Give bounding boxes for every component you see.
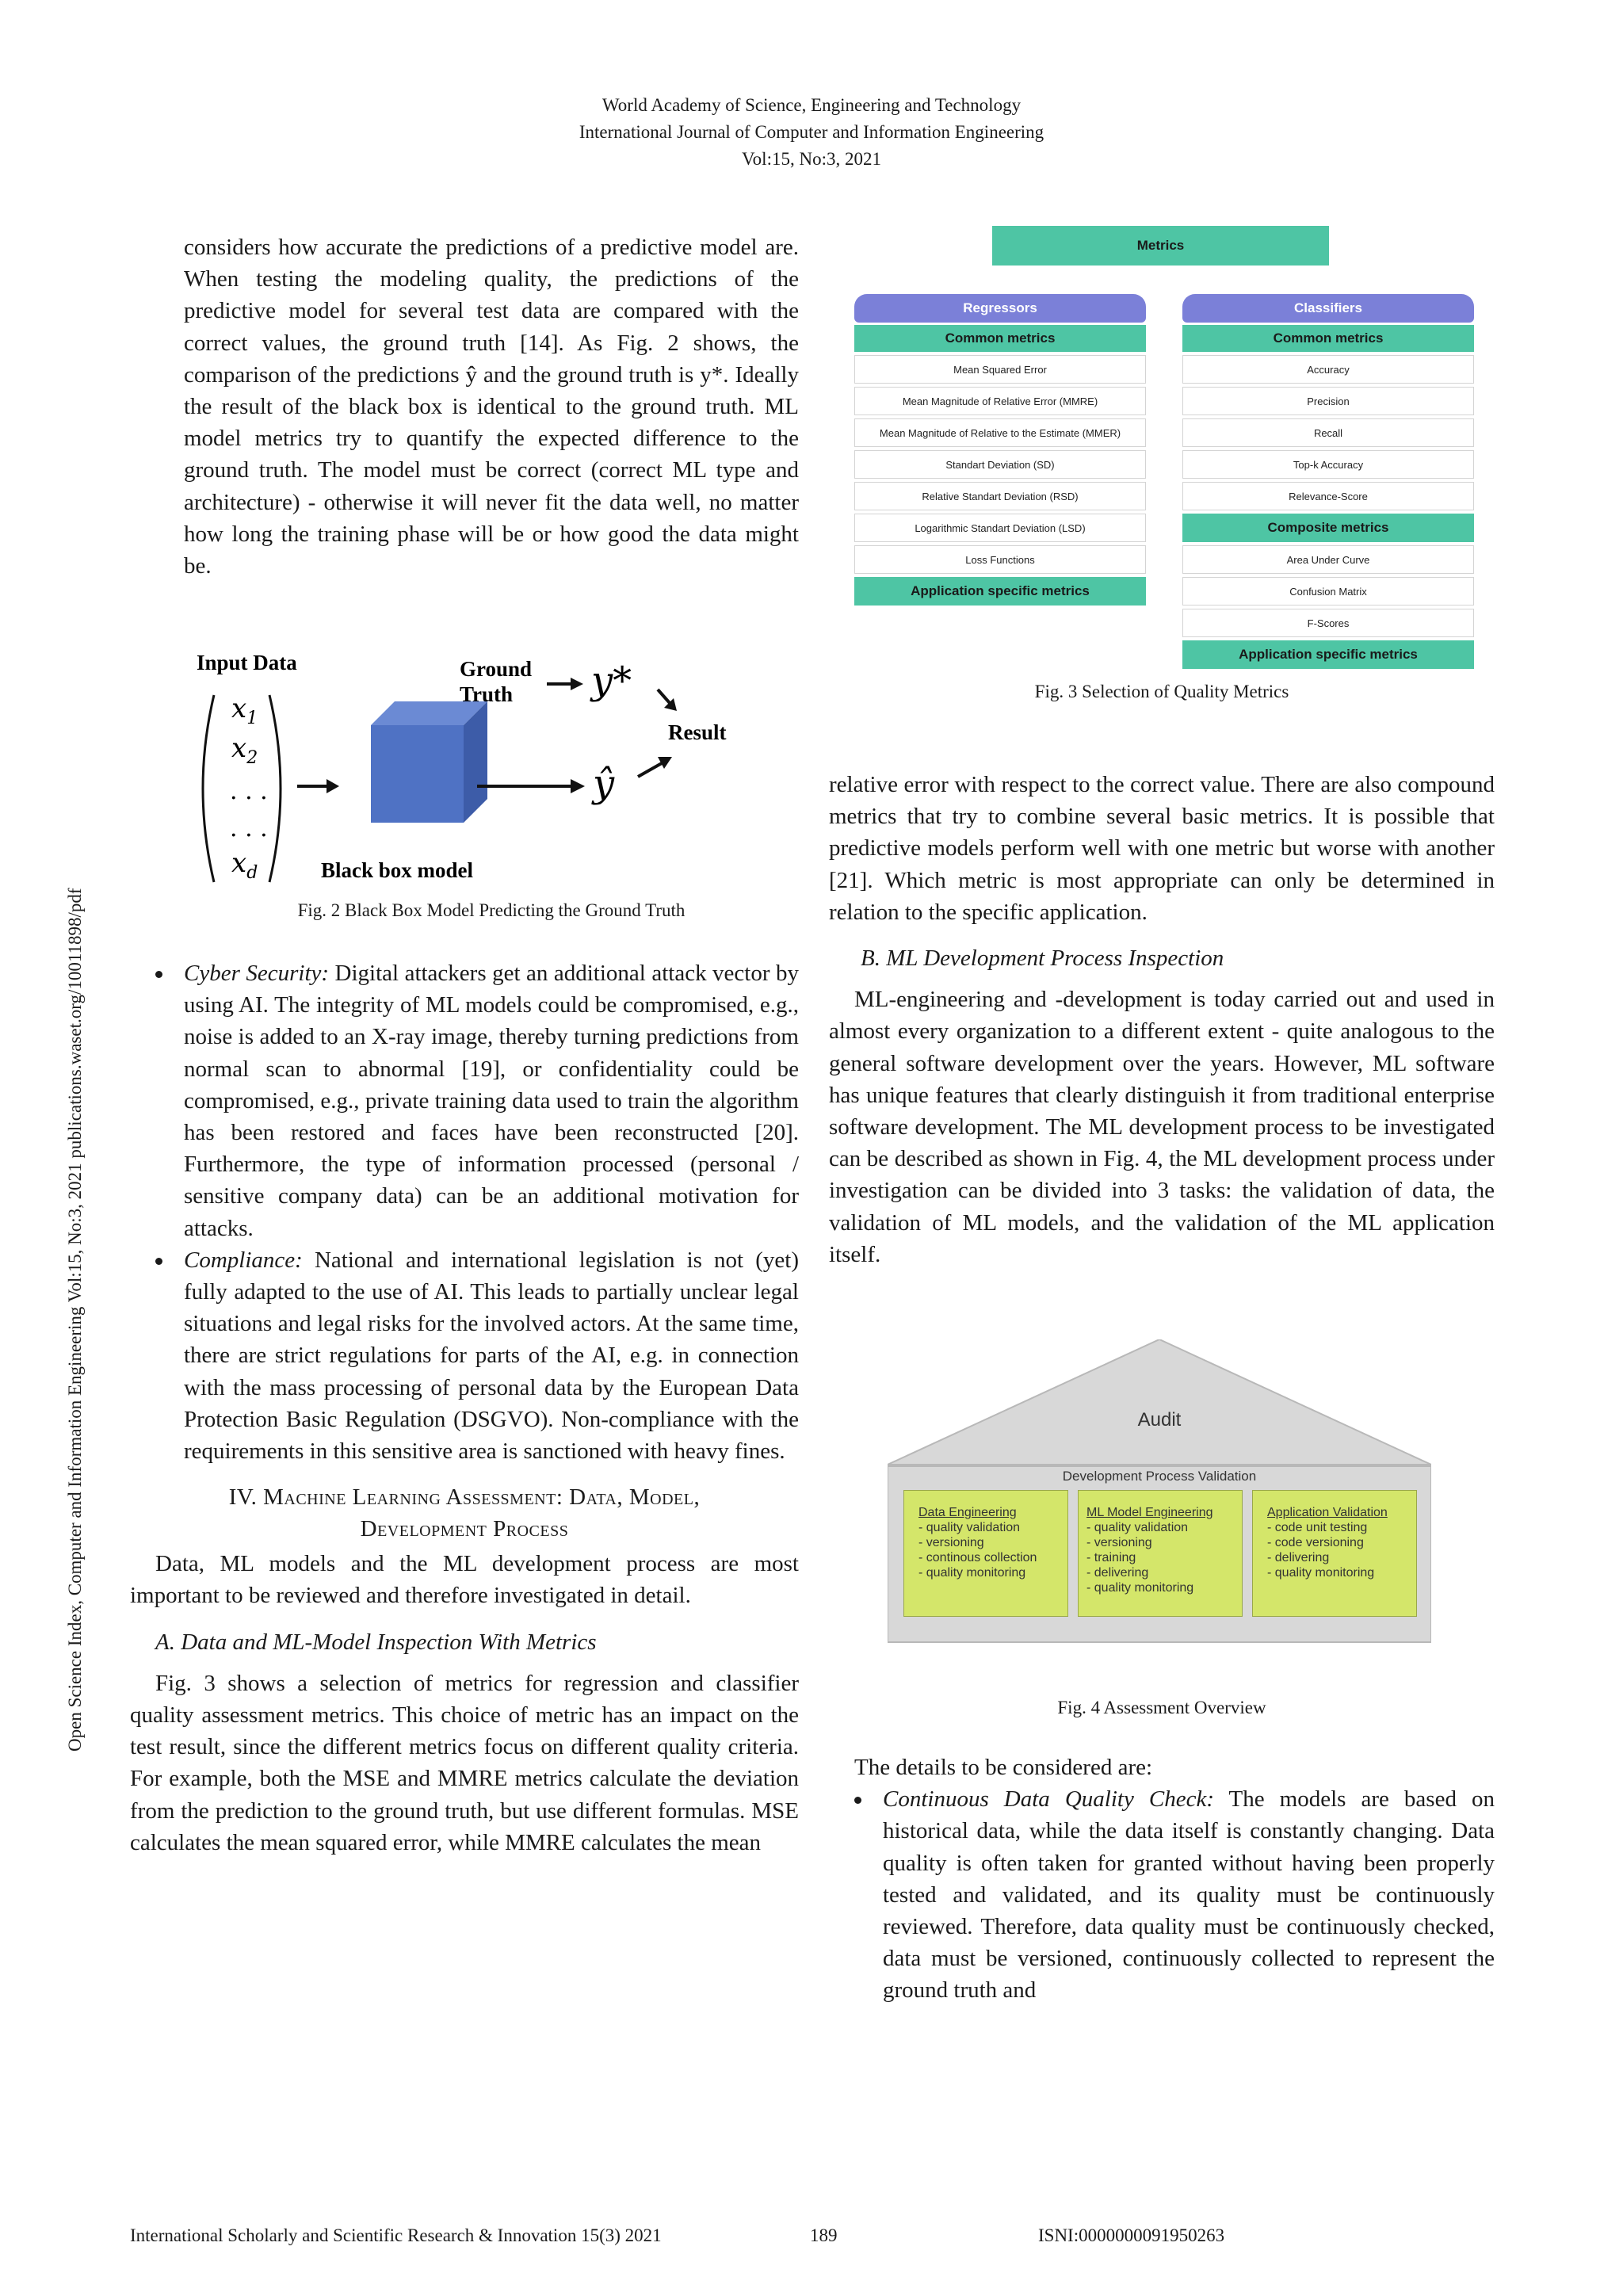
bullet-dot <box>155 971 162 978</box>
fig4-box-ml-model-engineering <box>1078 1490 1243 1617</box>
subsection-b-paragraph: ML-engineering and -development is today carried out and used in almost every organization to a different extent - quite analogous to the general software development over the years. However, ML software has unique features that clearly distinguish it from traditional enterprise software development. The ML development process to be investigated can be described as shown in Fig. 4, the ML development process under investigation can be divided into 3 tasks: the validation of data, the validation of ML models, and the validation of the ML application itself. <box>829 987 1495 1267</box>
fig4-box2-item: - quality validation <box>1086 1521 1189 1534</box>
fig3-metrics-title: Metrics <box>992 226 1329 266</box>
fig2-black-box-diagram <box>190 646 761 900</box>
journal-header <box>0 92 1623 173</box>
fig4-box2-item: - quality monitoring <box>1086 1581 1194 1595</box>
fig4-box2-item: - training <box>1086 1551 1136 1564</box>
bullet-dot <box>155 1258 162 1265</box>
section-iv-paragraph: Data, ML models and the ML development process are most important to be reviewed and therefore investigated in detail. <box>130 1551 799 1609</box>
fig2-blackbox-label: Black box model <box>321 858 474 882</box>
right-column-upper <box>829 769 1495 1270</box>
fig4-box-application-validation <box>1252 1490 1417 1617</box>
fig3-cls-item: Relevance-Score <box>1182 482 1474 510</box>
fig3-cls-comp-item: Confusion Matrix <box>1182 577 1474 606</box>
fig4-box1-item: - continous collection <box>918 1551 1037 1564</box>
fig2-arrowhead-input <box>327 779 339 793</box>
fig4-box1-item: - versioning <box>918 1536 984 1549</box>
fig3-cls-composite: Composite metrics <box>1182 514 1474 542</box>
footer-isni: ISNI:0000000091950263 <box>1038 2225 1225 2245</box>
bullet-dot <box>854 1797 861 1804</box>
fig3-reg-item: Mean Squared Error <box>854 355 1146 384</box>
bullet-continuous-data-quality <box>829 1783 1495 2006</box>
fig2-ground-truth-line1: Ground <box>460 657 533 681</box>
fig4-box1-item: - quality validation <box>918 1521 1021 1534</box>
fig4-box1-title: Data Engineering <box>918 1506 1017 1519</box>
fig3-metrics-diagram <box>848 226 1474 678</box>
fig3-reg-item: Loss Functions <box>854 545 1146 574</box>
section-iv-line1: IV. Machine Learning Assessment: Data, Model, <box>228 1484 701 1511</box>
fig3-reg-item: Mean Magnitude of Relative Error (MMRE) <box>854 387 1146 415</box>
subsection-a-heading: A. Data and ML-Model Inspection With Metrics <box>155 1629 597 1655</box>
fig4-box-data-engineering <box>903 1490 1068 1617</box>
fig3-caption: Fig. 3 Selection of Quality Metrics <box>1034 682 1289 701</box>
footer-publisher: International Scholarly and Scientific Research & Innovation 15(3) 2021 <box>130 2225 662 2245</box>
right-column-lower <box>829 1752 1495 2007</box>
section-iv-heading <box>130 1481 799 1545</box>
fig4-box3-item: - delivering <box>1267 1551 1330 1564</box>
bullet-text-cyber: Digital attackers get an additional attack vector by using AI. The integrity of ML models could be compromised, e.g., noise is added to an X-ray image, thereby turning predictions from normal scan to abnormal [19], or confidentiality could be compromised, e.g., private training data used to train the algorithm has been restored and faces have been reconstructed [20]. Furthermore, the type of information processed (personal / sensitive company data) can be an additional motivation for attacks. <box>184 961 800 1241</box>
fig2-left-paren <box>203 695 214 882</box>
fig2-x2: $x_2$ <box>231 732 258 768</box>
fig3-reg-item: Standart Deviation (SD) <box>854 450 1146 479</box>
fig4-audit-label: Audit <box>1137 1409 1182 1431</box>
header-line-3: Vol:15, No:3, 2021 <box>742 149 881 169</box>
fig4-box3-item: - code unit testing <box>1267 1521 1368 1534</box>
fig2-right-paren <box>269 695 281 882</box>
bullet-label-cyber: Cyber Security: <box>184 961 330 986</box>
fig3-cls-item: Precision <box>1182 387 1474 415</box>
fig4-caption: Fig. 4 Assessment Overview <box>1057 1698 1266 1717</box>
fig2-ground-truth-line2: Truth <box>460 682 514 706</box>
fig3-reg-app-specific: Application specific metrics <box>854 577 1146 606</box>
intro-paragraph-block <box>184 231 799 582</box>
fig3-cls-item: Accuracy <box>1182 355 1474 384</box>
fig3-regressors-header: Regressors <box>854 294 1146 323</box>
side-index-text: Open Science Index, Computer and Information Engineering Vol:15, No:3, 2021 publications.waset.org/10011898/pdf <box>65 888 85 1752</box>
fig3-cls-comp-item: Area Under Curve <box>1182 545 1474 574</box>
fig3-reg-item: Logarithmic Standart Deviation (LSD) <box>854 514 1146 542</box>
left-column-lower <box>130 957 799 1859</box>
fig2-arrow-ystar-result <box>658 690 670 703</box>
bullet-compliance <box>130 1244 799 1467</box>
fig2-arrowhead-gt <box>571 678 583 690</box>
subsection-b-heading: B. ML Development Process Inspection <box>861 946 1224 972</box>
fig3-cls-item: Recall <box>1182 418 1474 447</box>
fig2-caption: Fig. 2 Black Box Model Predicting the Ground Truth <box>297 900 685 920</box>
fig4-dpv-label: Development Process Validation <box>1062 1469 1257 1484</box>
subsection-a-paragraph: Fig. 3 shows a selection of metrics for regression and classifier quality assessment metrics. This choice of metric has an impact on the test result, since the different metrics focus on different quality criteria. For example, both the MSE and MMRE metrics calculate the deviation from the prediction to the ground truth, but use different formulas. MSE calculates the mean squared error, while MMRE calculates the mean <box>130 1670 799 1855</box>
risk-bullet-list <box>130 957 799 1467</box>
footer-page-number: 189 <box>810 2225 838 2245</box>
fig4-box1-item: - quality monitoring <box>918 1566 1026 1580</box>
bullet-text-data-quality: The models are based on historical data, while the data itself is constantly changing. Data quality is often taken for granted without having been properly tested and validated, and its quality must be continuously reviewed. Therefore, data quality must be continuously checked, data must be versioned, continuously collected to represent the ground truth and <box>883 1786 1495 2004</box>
header-line-2: International Journal of Computer and Information Engineering <box>579 122 1044 142</box>
fig2-arrow-yhat-result <box>638 763 662 777</box>
fig2-x1: $x_1$ <box>231 693 258 728</box>
fig2-dots-2: . . . <box>230 815 268 842</box>
bullet-text-compliance: National and international legislation is not (yet) fully adapted to the use of AI. This leads to partially unclear legal situations and legal risks for the involved actors. At the same time, there are strict regulations for parts of the AI, e.g. in connection with the mass processing of personal data by the European Data Protection Basic Regulation (DSGVO). Non-compliance with the requirements in this sensitive area is sanctioned with heavy fines. <box>184 1247 799 1465</box>
fig4-box2-title: ML Model Engineering <box>1086 1506 1213 1519</box>
fig3-reg-common: Common metrics <box>854 325 1146 352</box>
fig4-box3-item: - quality monitoring <box>1267 1566 1375 1580</box>
details-intro: The details to be considered are: <box>854 1755 1153 1780</box>
header-line-1: World Academy of Science, Engineering and Technology <box>601 95 1022 115</box>
fig4-box2-item: - delivering <box>1086 1566 1149 1580</box>
section-iv-line2: Development Process <box>360 1516 569 1542</box>
fig3-reg-item: Relative Standart Deviation (RSD) <box>854 482 1146 510</box>
fig4-box3-title: Application Validation <box>1267 1506 1388 1519</box>
fig2-yhat: ŷ <box>593 762 615 806</box>
fig2-input-label: Input Data <box>197 651 297 674</box>
fig4-box3-item: - code versioning <box>1267 1536 1364 1549</box>
fig3-cls-comp-item: F-Scores <box>1182 609 1474 637</box>
fig4-assessment-overview <box>888 1339 1431 1645</box>
right-paragraph-1: relative error with respect to the correct value. There are also compound metrics that try to combine several basic metrics. It is possible that predictive models perform well with one metric but worse with another [21]. Which metric is most appropriate can only be determined in relation to the specific application. <box>829 772 1495 925</box>
fig3-cls-item: Top-k Accuracy <box>1182 450 1474 479</box>
fig4-box2-item: - versioning <box>1086 1536 1152 1549</box>
fig2-xd: $x_d$ <box>231 847 258 883</box>
fig2-cube-front <box>371 725 464 823</box>
bullet-label-compliance: Compliance: <box>184 1247 303 1273</box>
fig3-reg-item: Mean Magnitude of Relative to the Estimate (MMER) <box>854 418 1146 447</box>
fig2-ystar: y* <box>591 659 632 703</box>
fig4-roof <box>888 1339 1431 1465</box>
fig2-arrowhead-output <box>571 779 585 793</box>
bullet-cyber-security <box>130 957 799 1244</box>
fig2-result-label: Result <box>668 720 727 744</box>
fig3-cls-common: Common metrics <box>1182 325 1474 352</box>
fig3-classifiers-header: Classifiers <box>1182 294 1474 323</box>
fig3-cls-app-specific: Application specific metrics <box>1182 640 1474 669</box>
fig2-dots-1: . . . <box>230 777 268 805</box>
intro-paragraph: considers how accurate the predictions of a predictive model are. When testing the modeling quality, the predictions of the predictive model for several test data are compared with the correct values, the ground truth [14]. As Fig. 2 shows, the comparison of the predictions ŷ and the ground truth is y*. Ideally the result of the black box is identical to the ground truth. ML model metrics try to quantify the expected difference to the ground truth. The model must be correct (correct ML type and architecture) - otherwise it will never fit the data well, no matter how long the training phase will be or how good the data might be. <box>184 235 799 579</box>
details-bullet-list <box>829 1783 1495 2006</box>
bullet-label-data-quality: Continuous Data Quality Check: <box>883 1786 1214 1813</box>
